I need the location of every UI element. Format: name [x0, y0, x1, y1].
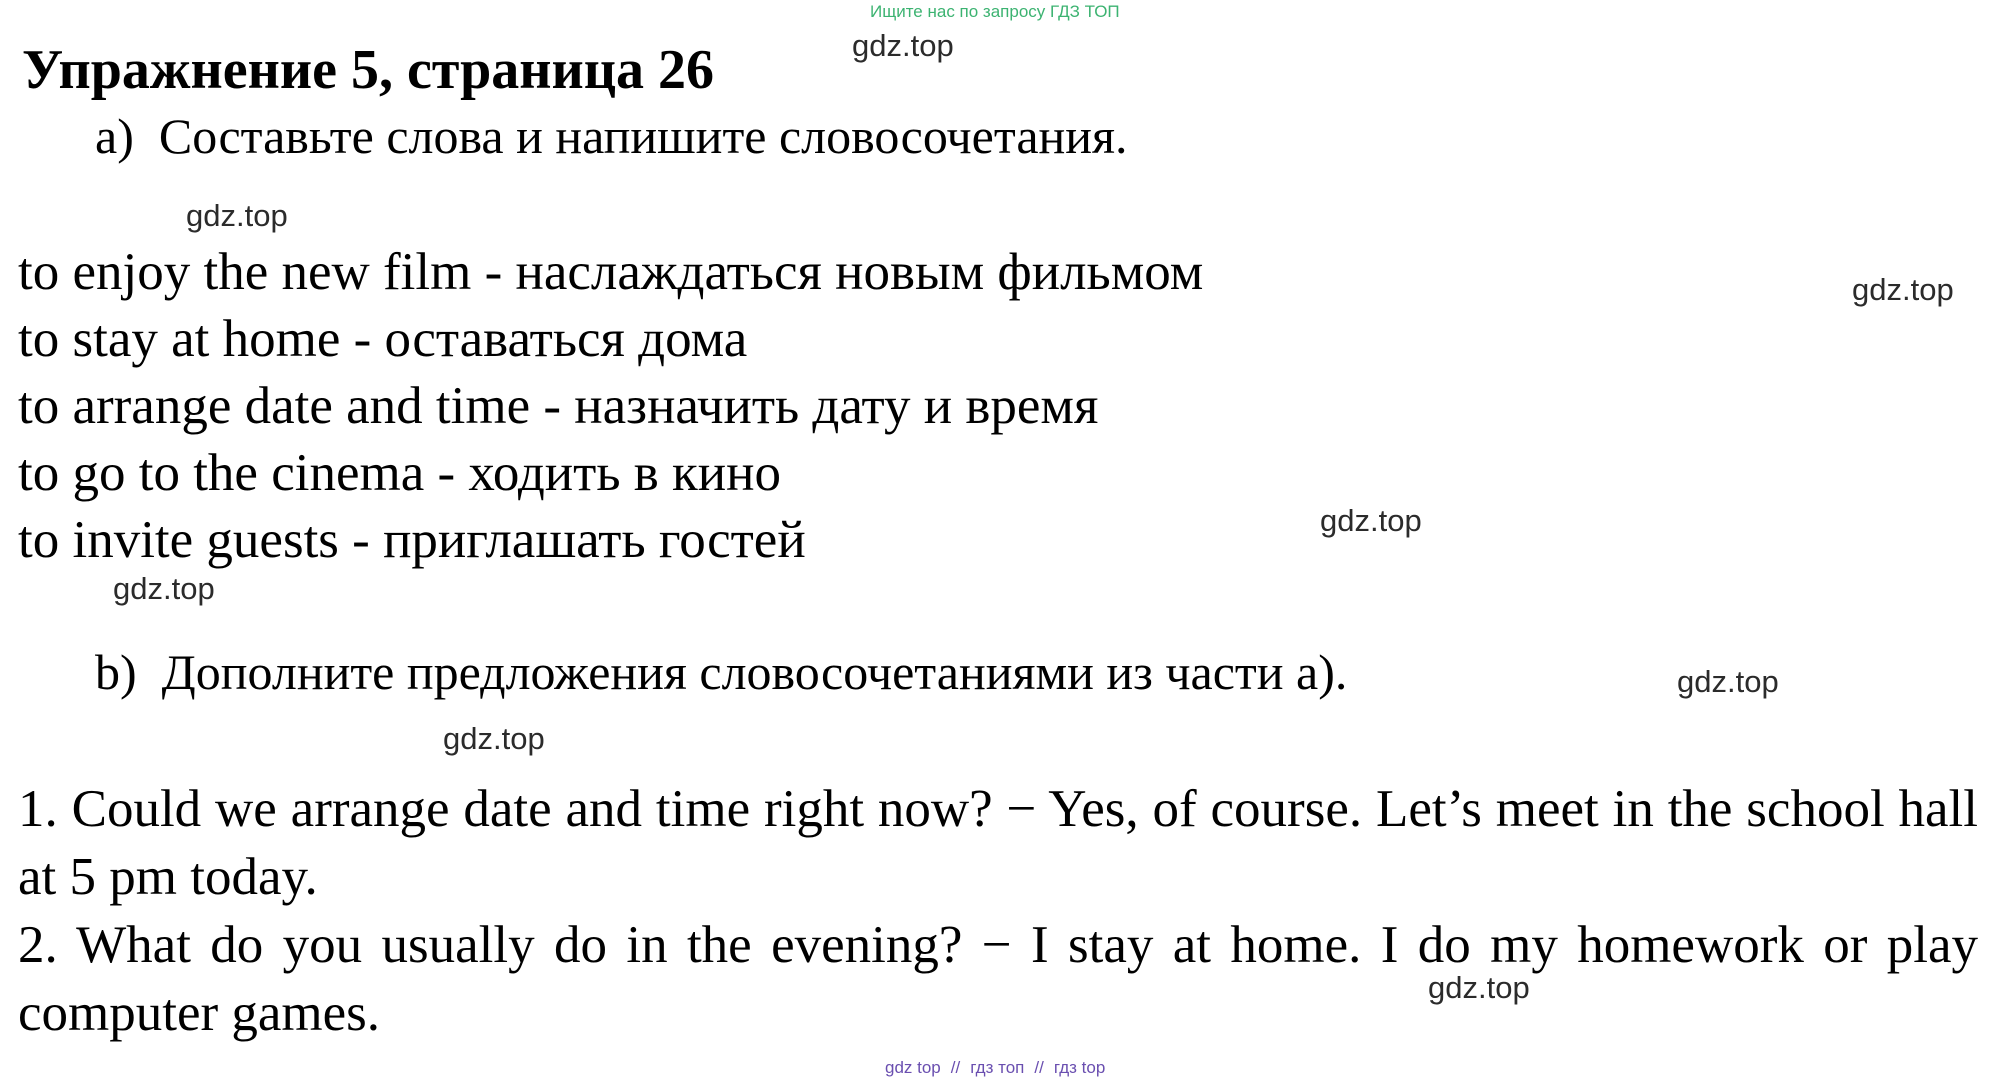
- phrase-pair-4: to go to the cinema - ходить в кино: [18, 444, 781, 502]
- task-b-text: Дополните предложения словосочетаниями из части а).: [161, 644, 1348, 700]
- answer-item-2: 2. What do you usually do in the evening? − I stay at home. I do my homework or play computer games.: [18, 916, 1978, 1042]
- footer-links: [885, 1058, 1105, 1078]
- task-a-instruction: [95, 107, 1128, 165]
- task-b-marker: b): [95, 644, 137, 700]
- watermark: gdz.top: [443, 721, 545, 756]
- phrase-pair-5: to invite guests - приглашать гостей: [18, 511, 806, 569]
- footer-separator: //: [1034, 1058, 1044, 1077]
- answers-list: [18, 775, 1978, 1047]
- footer-link-2[interactable]: гдз топ: [970, 1058, 1025, 1077]
- watermark: gdz.top: [186, 198, 288, 233]
- task-a-marker: a): [95, 108, 134, 164]
- footer-separator: //: [950, 1058, 961, 1077]
- watermark: gdz.top: [113, 571, 215, 606]
- watermark: gdz.top: [1428, 970, 1530, 1005]
- phrase-pair-1: to enjoy the new film - наслаждаться новым фильмом: [18, 243, 1204, 301]
- top-banner: Ищите нас по запросу ГДЗ ТОП: [870, 2, 1120, 21]
- watermark: gdz.top: [1320, 503, 1422, 538]
- page-title: Упражнение 5, страница 26: [22, 39, 715, 101]
- footer-link-3[interactable]: гдз top: [1053, 1058, 1106, 1077]
- watermark: gdz.top: [852, 28, 954, 63]
- watermark: gdz.top: [1677, 664, 1779, 699]
- answer-item-1: 1. Could we arrange date and time right now? − Yes, of course. Let’s meet in the school hall at 5 pm today.: [18, 780, 1978, 906]
- task-b-instruction: [95, 643, 1347, 701]
- footer-link-1[interactable]: gdz top: [885, 1058, 941, 1077]
- phrase-pair-2: to stay at home - оставаться дома: [18, 310, 748, 368]
- task-a-text: Составьте слова и напишите словосочетания.: [158, 108, 1128, 164]
- watermark: gdz.top: [1852, 272, 1954, 307]
- phrase-pair-3: to arrange date and time - назначить дату и время: [18, 377, 1099, 435]
